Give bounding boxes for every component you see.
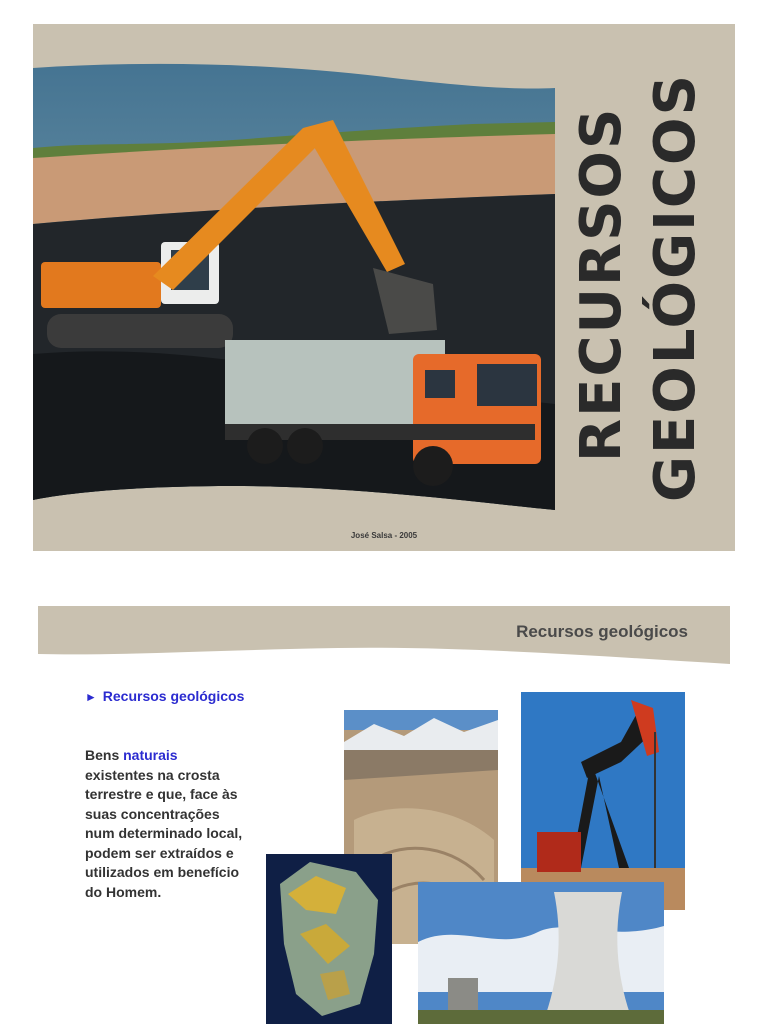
body-text-highlight: naturais <box>123 747 178 763</box>
slide-header-title: Recursos geológicos <box>516 622 688 641</box>
title-line-1: RECURSOS <box>569 106 634 462</box>
author-credit: José Salsa - 2005 <box>350 531 418 540</box>
title-slide <box>33 24 735 551</box>
content-slide <box>38 606 730 1024</box>
bullet-arrow-icon: ► <box>85 690 97 704</box>
body-text-rest: existentes na crosta terrestre e que, face às suas concentrações num determinado local, podem ser extraídos e utilizados em benefício do Homem. <box>85 766 243 900</box>
slide-title <box>569 73 709 504</box>
mining-photo <box>33 24 555 551</box>
bullet-heading-text: Recursos geológicos <box>102 688 245 704</box>
definition-text <box>85 746 245 902</box>
body-text-start: Bens <box>85 747 124 763</box>
bullet-heading <box>85 686 245 707</box>
oil-pump-photo <box>521 692 685 910</box>
cooling-tower-photo <box>418 882 664 1024</box>
gold-ore-photo <box>266 854 392 1024</box>
title-line-2: GEOLÓGICOS <box>643 73 708 502</box>
